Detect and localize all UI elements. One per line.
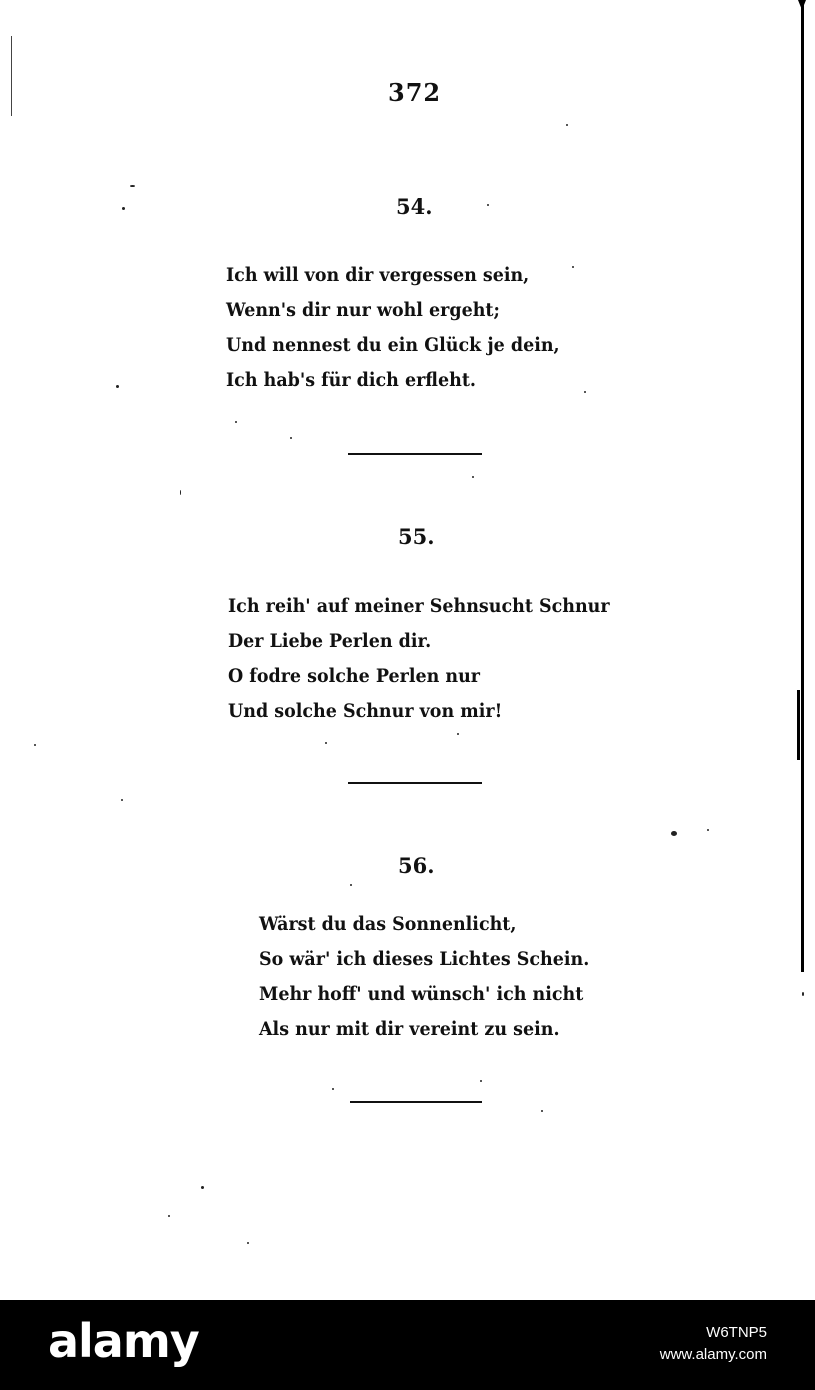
verse-line: O fodre solche Perlen nur	[228, 665, 481, 687]
scan-speck	[572, 266, 574, 268]
scan-speck	[325, 742, 327, 744]
page-number: 372	[388, 78, 442, 107]
scan-speck	[168, 1215, 170, 1217]
scan-speck	[34, 744, 36, 746]
scan-speck	[247, 1242, 249, 1244]
left-edge-line	[11, 36, 12, 116]
section-divider	[348, 782, 482, 784]
scan-speck	[235, 421, 237, 423]
poem-number: 54.	[396, 194, 433, 219]
image-id: W6TNP5	[706, 1324, 767, 1341]
scan-speck	[350, 884, 352, 886]
scan-speck	[584, 391, 586, 393]
verse-line: So wär' ich dieses Lichtes Schein.	[259, 948, 590, 970]
poem-number: 55.	[398, 524, 435, 549]
binding-edge	[801, 0, 804, 972]
scan-speck	[116, 385, 119, 388]
scan-speck	[180, 490, 181, 495]
verse-line: Und solche Schnur von mir!	[228, 700, 503, 722]
scan-speck	[130, 185, 135, 187]
verse-line: Als nur mit dir vereint zu sein.	[259, 1018, 560, 1040]
verse-line: Ich hab's für dich erfleht.	[226, 369, 477, 391]
verse-line: Ich reih' auf meiner Sehnsucht Schnur	[228, 595, 610, 617]
scan-speck	[566, 124, 568, 126]
verse-line: Wärst du das Sonnenlicht,	[259, 913, 517, 935]
scan-speck	[472, 476, 474, 478]
scan-speck	[480, 1080, 482, 1082]
scan-speck	[122, 207, 125, 210]
section-divider	[348, 453, 482, 455]
scan-speck	[121, 799, 123, 801]
watermark-logo: alamy	[48, 1314, 199, 1368]
watermark-info	[660, 1322, 767, 1366]
scan-speck	[201, 1186, 204, 1189]
scan-speck	[802, 992, 804, 996]
verse-line: Wenn's dir nur wohl ergeht;	[226, 299, 500, 321]
watermark-banner	[0, 1300, 815, 1390]
stanza	[228, 589, 610, 729]
scan-speck	[487, 204, 489, 206]
stanza	[226, 258, 560, 398]
scan-speck	[457, 733, 459, 735]
section-divider	[350, 1101, 482, 1103]
poem-number: 56.	[398, 853, 435, 878]
scan-speck	[290, 437, 292, 439]
scan-speck	[707, 829, 709, 831]
verse-line: Ich will von dir vergessen sein,	[226, 264, 530, 286]
stanza	[259, 907, 589, 1047]
binding-edge-segment	[797, 690, 800, 760]
verse-line: Mehr hoff' und wünsch' ich nicht	[259, 983, 584, 1005]
verse-line: Und nennest du ein Glück je dein,	[226, 334, 560, 356]
scan-speck	[541, 1110, 543, 1112]
watermark-site: www.alamy.com	[659, 1346, 767, 1363]
scan-speck	[671, 831, 677, 836]
scan-speck	[332, 1088, 334, 1090]
verse-line: Der Liebe Perlen dir.	[228, 630, 432, 652]
